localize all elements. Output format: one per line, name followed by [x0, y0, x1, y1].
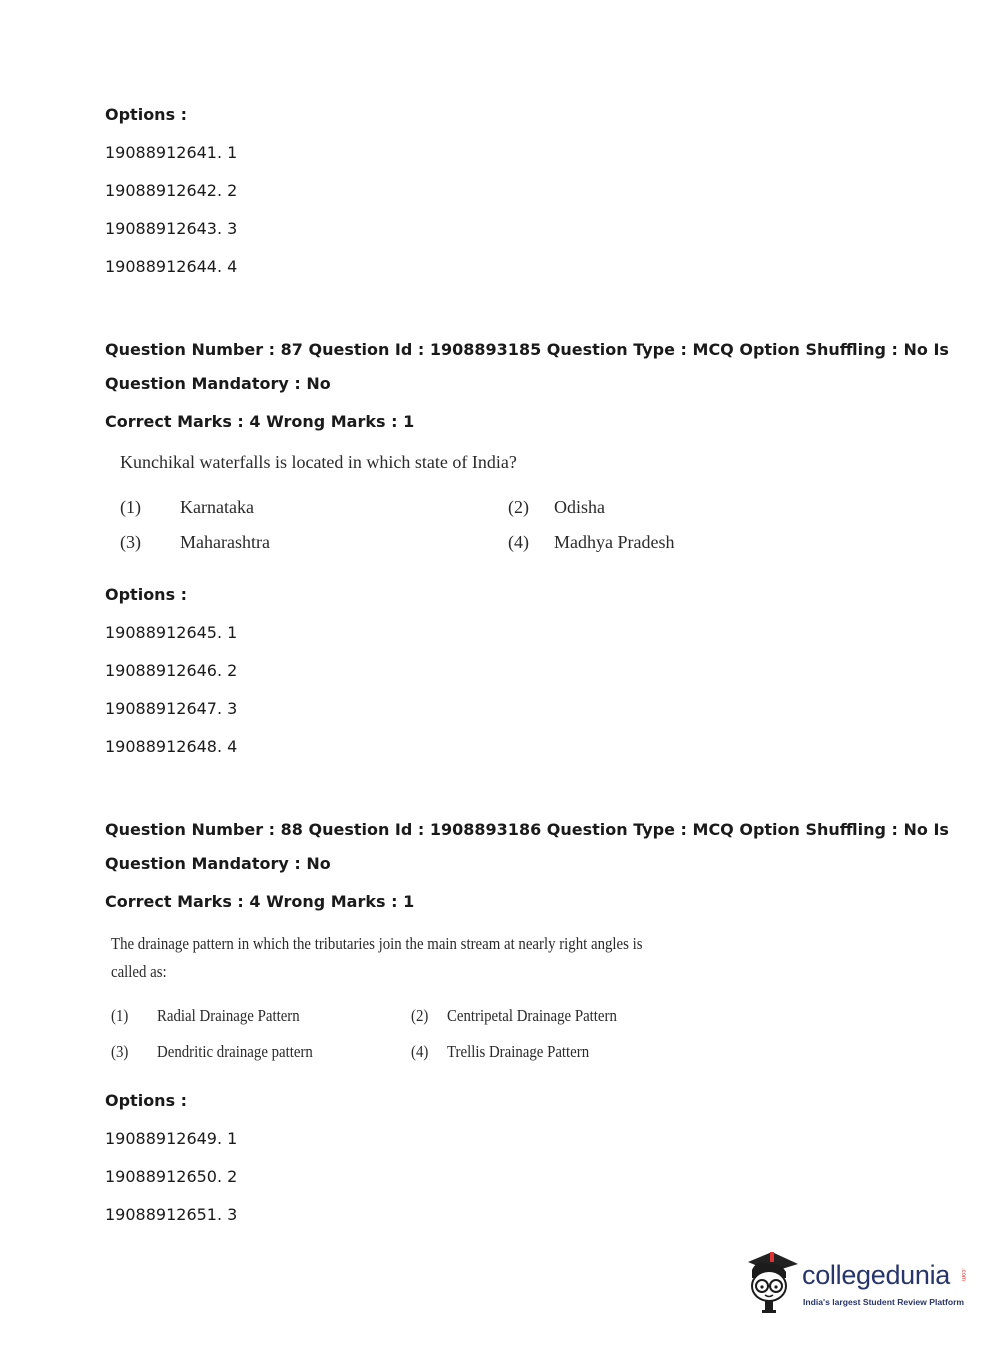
- choice-number: (2): [508, 497, 529, 517]
- collegedunia-logo: [742, 1248, 972, 1320]
- options-label: Options :: [105, 585, 188, 604]
- question-header: Question Number : 87 Question Id : 1908893185 Question Type : MCQ Option Shuffling : No Is: [105, 340, 949, 359]
- option-item: 19088912643. 3: [105, 219, 238, 238]
- choice-number: (3): [111, 1042, 129, 1061]
- question-header: Question Number : 88 Question Id : 1908893186 Question Type : MCQ Option Shuffling : No Is: [105, 820, 949, 839]
- option-item: 19088912648. 4: [105, 737, 238, 756]
- options-label: Options :: [105, 1091, 188, 1110]
- choice-text: Centripetal Drainage Pattern: [447, 1006, 617, 1025]
- choice-text: Maharashtra: [180, 532, 270, 552]
- choice-text: Dendritic drainage pattern: [157, 1042, 313, 1061]
- question-mandatory: Question Mandatory : No: [105, 374, 331, 393]
- option-item: 19088912650. 2: [105, 1167, 238, 1186]
- choice-number: (3): [120, 532, 141, 552]
- question-text-continued: called as:: [111, 962, 167, 981]
- option-item: 19088912645. 1: [105, 623, 238, 642]
- option-item: 19088912651. 3: [105, 1205, 238, 1224]
- question-marks: Correct Marks : 4 Wrong Marks : 1: [105, 892, 415, 911]
- question-mandatory: Question Mandatory : No: [105, 854, 331, 873]
- option-item: 19088912646. 2: [105, 661, 238, 680]
- question-marks: Correct Marks : 4 Wrong Marks : 1: [105, 412, 415, 431]
- choice-text: Karnataka: [180, 497, 254, 517]
- option-item: 19088912649. 1: [105, 1129, 238, 1148]
- option-item: 19088912644. 4: [105, 257, 238, 276]
- choice-number: (4): [411, 1042, 429, 1061]
- choice-text: Madhya Pradesh: [554, 532, 675, 552]
- choice-number: (1): [120, 497, 141, 517]
- choice-text: Radial Drainage Pattern: [157, 1006, 300, 1025]
- brand-name: collegedunia: [802, 1260, 951, 1290]
- option-item: 19088912647. 3: [105, 699, 238, 718]
- choice-number: (2): [411, 1006, 429, 1025]
- question-text: The drainage pattern in which the tributaries join the main stream at nearly right angles is: [111, 934, 643, 953]
- options-label: Options :: [105, 105, 188, 124]
- question-text: Kunchikal waterfalls is located in which state of India?: [120, 452, 517, 472]
- choice-text: Trellis Drainage Pattern: [447, 1042, 590, 1061]
- student-mascot-icon: [742, 1248, 802, 1320]
- brand-tagline: India's largest Student Review Platform: [803, 1297, 965, 1307]
- choice-number: (4): [508, 532, 529, 552]
- option-item: 19088912641. 1: [105, 143, 238, 162]
- option-item: 19088912642. 2: [105, 181, 238, 200]
- choice-number: (1): [111, 1006, 129, 1025]
- brand-domain: .com: [960, 1268, 966, 1282]
- choice-text: Odisha: [554, 497, 605, 517]
